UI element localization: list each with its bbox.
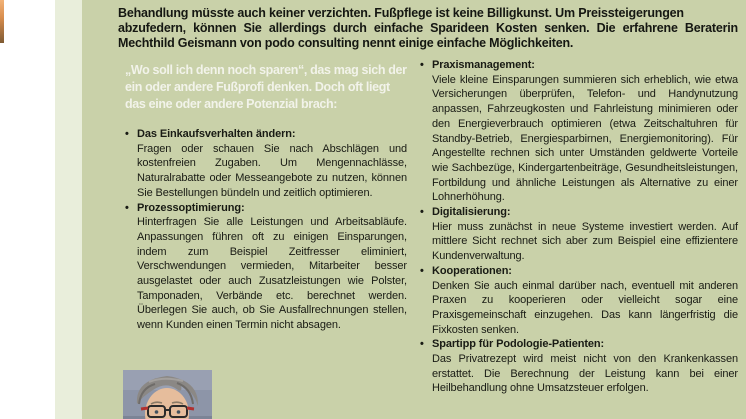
tip-title: Praxismanagement:	[432, 59, 535, 71]
tip-body: Hinterfragen Sie alle Leistungen und Arbeitsabläufe. Anpassungen führen oft zu einigen Einsparungen, indem zum Beispiel Zeitfresser eliminiert, Verschwendungen vermieden, Mitarbeiter besser ausgelastet oder auch Zusatzleistungen wie Polster, Tamponaden, Verbände etc. berechnet werden. Überlegen Sie auch, ob Sie Ausfallrechnungen stellen, wenn Kunden einen Termin nicht absagen.	[137, 216, 407, 332]
left-edge-photo-fragment	[0, 0, 4, 43]
bullet-marker: •	[420, 264, 424, 277]
bullet-marker: •	[125, 201, 129, 214]
consultant-portrait-photo	[123, 370, 212, 419]
intro-clipped-line: Behandlung müsste auch keiner verzichten. Fußpflege ist keine Billigkunst. Um Preissteigerungen	[118, 5, 684, 20]
tip-body: Fragen oder schauen Sie nach Abschlägen und kostenfreien Zugaben. Um Mengennachlässe, Naturalrabatte oder Messeangebote zu nutzen, können Sie Bestellungen bündeln und zeitlich optimieren.	[137, 142, 407, 199]
intro-paragraph	[118, 6, 738, 51]
right-tips-list	[420, 58, 738, 396]
list-item	[420, 337, 738, 396]
left-tips-list	[125, 127, 407, 333]
bullet-marker: •	[125, 128, 129, 140]
tip-title: Spartipp für Podologie-Patienten:	[432, 338, 605, 351]
column-heading: „Wo soll ich denn noch sparen“, das mag sich der ein oder andere Fußprofi denken. Doch oft liegt das eine oder andere Potenzial brach:	[125, 63, 407, 111]
bullet-marker: •	[420, 59, 424, 71]
left-column	[125, 62, 407, 333]
intro-text: abzufedern, können Sie allerdings durch einfache Sparideen Kosten senken. Die erfahrene Beraterin Mechthild Geismann von podo consulting nennt einige einfache Möglichkeiten.	[118, 20, 738, 50]
tip-body: Hier muss zunächst in neue Systeme investiert werden. Auf mittlere Sicht rechnet sich aber zum Beispiel eine effizientere Kundenverwaltung.	[432, 220, 738, 263]
portrait-illustration	[123, 370, 212, 419]
bullet-marker: •	[420, 338, 424, 351]
tip-title: Prozessoptimierung:	[137, 201, 245, 214]
tip-title: Digitalisierung:	[432, 206, 511, 219]
inner-margin-strip	[55, 0, 82, 419]
list-item	[420, 58, 738, 205]
list-item	[420, 264, 738, 338]
tip-body: Das Privatrezept wird meist nicht von den Krankenkassen erstattet. Die Berechnung der Leistung kann bei einer Heilbehandlung ohne Umsatzsteuer erfolgen.	[432, 353, 738, 395]
list-item	[125, 201, 407, 333]
tip-body: Viele kleine Einsparungen summieren sich erheblich, wie etwa Versicherungen überprüfen, Telefon- und Handynutzung anpassen, Fahrzeugkosten und Fahrleistung minimieren oder den Energieverbrauch optimieren (etwa Zeitschaltuhren für Standby-Betrieb, Energiesparbirnen, Energiemonitoring). Für Angestellte rechnen sich unter Umständen geldwerte Vorteile wie Sachbezüge, Kindergartenbeiträge, Gesundheitsleistungen, Fortbildung und ähnliche Leistungen als Alternative zu einer Lohnerhöhung.	[432, 73, 738, 204]
tip-body: Denken Sie auch einmal darüber nach, eventuell mit anderen Praxen zu kooperieren oder vielleicht sogar eine Praxisgemeinschaft einzugehen. Das kann längerfristig die Fixkosten senken.	[432, 279, 738, 336]
tip-title: Kooperationen:	[432, 264, 512, 277]
list-item	[420, 205, 738, 264]
tip-title: Das Einkaufsverhalten ändern:	[137, 128, 296, 140]
bullet-marker: •	[420, 206, 424, 219]
right-column	[420, 58, 738, 396]
list-item	[125, 127, 407, 201]
